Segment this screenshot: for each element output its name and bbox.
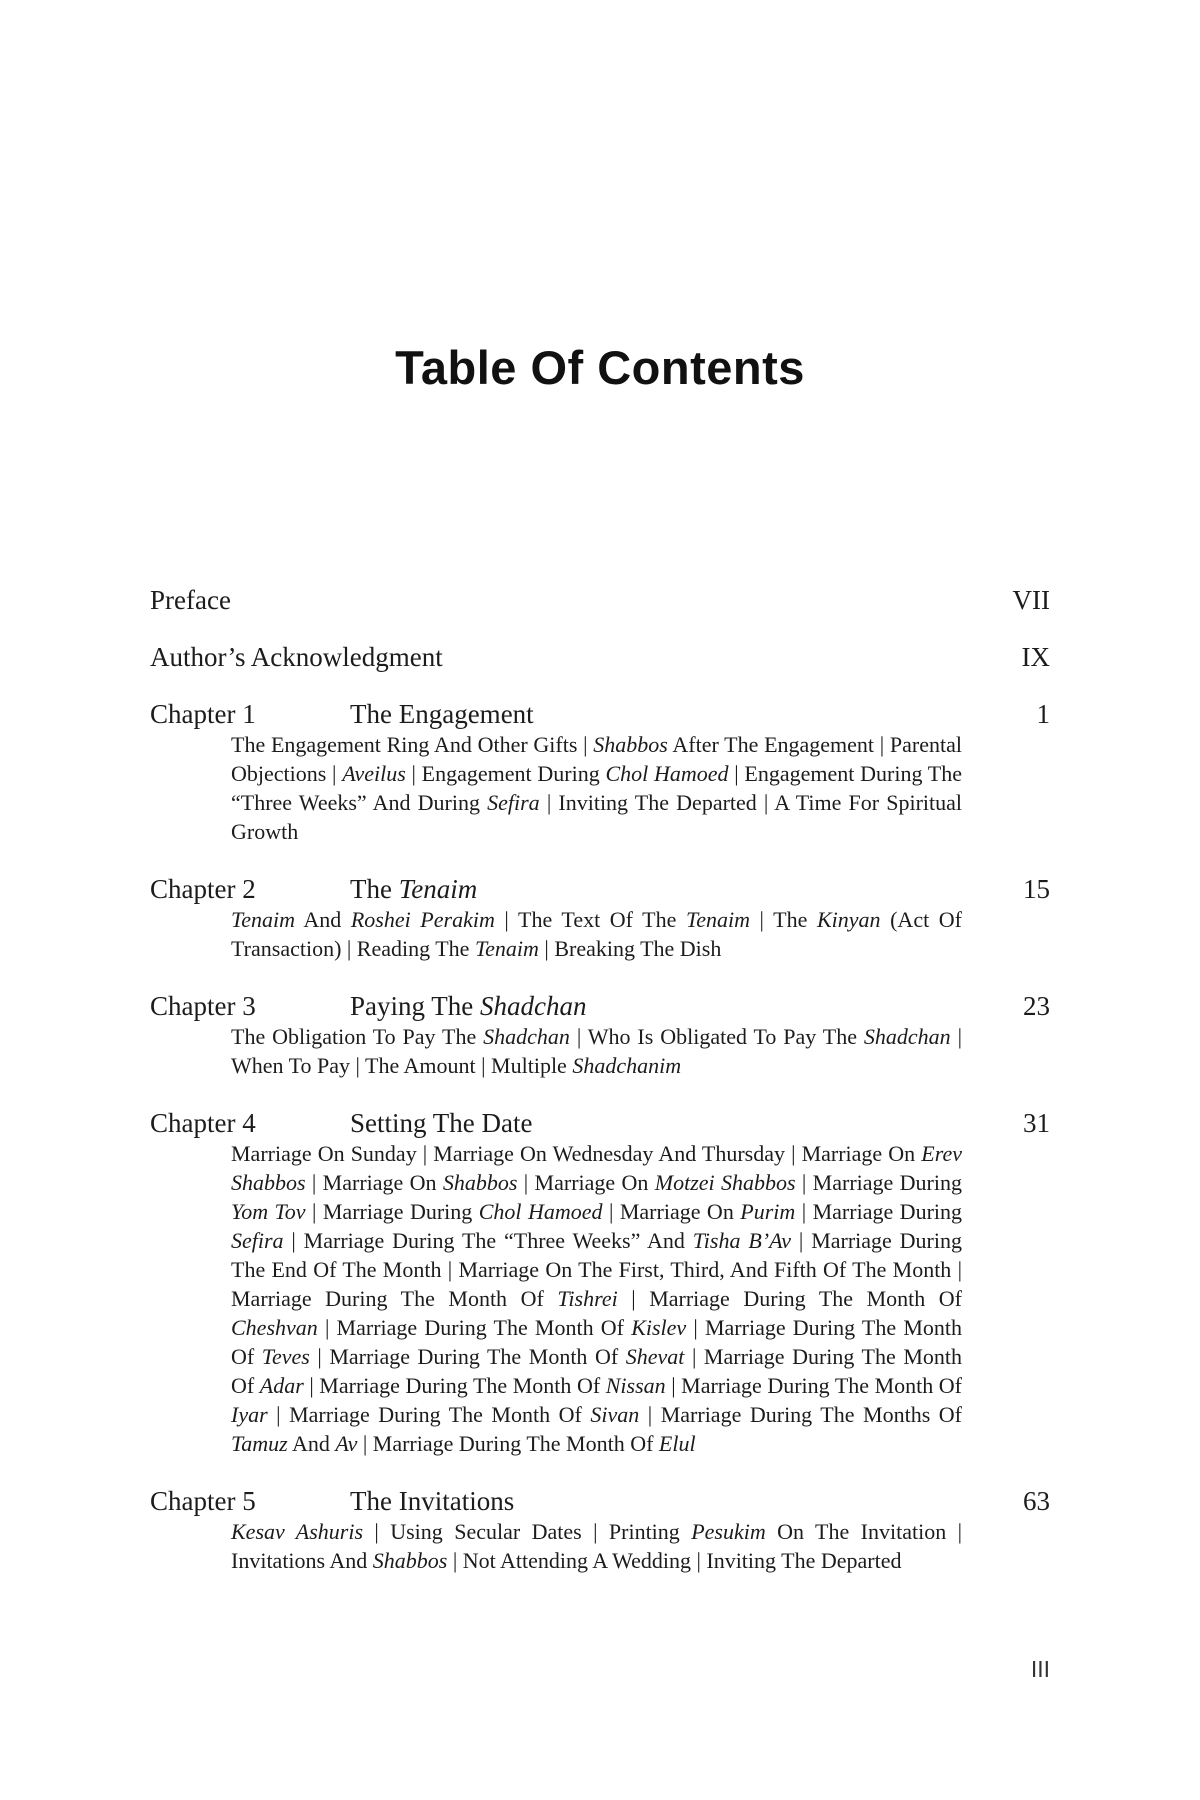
toc-chapter-2[interactable] (150, 872, 1050, 963)
chapter-topics: Tenaim And Roshei Perakim | The Text Of The Tenaim | The Kinyan (Act Of Transaction) | Reading The Tenaim | Breaking The Dish (231, 907, 962, 961)
italic-term: Tisha B’Av (692, 1228, 792, 1253)
italic-term: Tenaim (685, 907, 750, 932)
chapter-title: The Engagement (350, 699, 534, 729)
chapter-title: Paying The Shadchan (350, 991, 587, 1021)
chapter-number: Chapter 2 (150, 874, 256, 904)
italic-term: Kinyan (816, 907, 881, 932)
italic-term: Tamuz (231, 1431, 288, 1456)
italic-term: Purim (740, 1199, 796, 1224)
chapter-page: 15 (1023, 874, 1050, 904)
toc-entry-acknowledgment[interactable] (150, 640, 1050, 674)
chapter-page: 31 (1023, 1108, 1050, 1138)
italic-term: Shabbos (593, 732, 668, 757)
italic-term: Shadchan (483, 1024, 570, 1049)
italic-term: Sefira (487, 790, 540, 815)
toc-chapter-4[interactable] (150, 1106, 1050, 1458)
italic-term: Adar (259, 1373, 304, 1398)
italic-term: Nissan (605, 1373, 666, 1398)
italic-term: Sivan (590, 1402, 640, 1427)
italic-term: Pesukim (691, 1519, 766, 1544)
chapter-number: Chapter 4 (150, 1108, 256, 1138)
page-title: Table Of Contents (395, 341, 805, 394)
chapter-number: Chapter 1 (150, 699, 256, 729)
chapter-page: 63 (1023, 1486, 1050, 1516)
chapter-topics: The Engagement Ring And Other Gifts | Shabbos After The Engagement | Parental Objections | Aveilus | Engagement During Chol Hamoed | Engagement During The “Three Weeks” And During Sefira | Inviting The Departed | A Time For Spiritual Growth (231, 732, 963, 844)
toc-entry-preface[interactable] (150, 583, 1050, 617)
toc-entry-page: IX (1021, 642, 1050, 672)
italic-term: Erev Shabbos (231, 1141, 962, 1195)
italic-term: Shevat (625, 1344, 685, 1369)
italic-term: Chol Hamoed (605, 761, 729, 786)
toc-entry-label: Author’s Acknowledgment (150, 642, 443, 672)
italic-term: Cheshvan (231, 1315, 318, 1340)
italic-term: Shadchan (863, 1024, 951, 1049)
italic-term: Aveilus (342, 761, 406, 786)
italic-term: Tenaim (474, 936, 539, 961)
italic-term: Roshei Perakim (350, 907, 495, 932)
italic-term: Teves (261, 1344, 310, 1369)
chapter-title: The Tenaim (350, 874, 478, 904)
italic-term: Yom Tov (231, 1199, 306, 1224)
chapter-number: Chapter 3 (150, 991, 256, 1021)
italic-term: Shabbos (442, 1170, 518, 1195)
toc-entry-label: Preface (150, 585, 231, 615)
italic-term: Iyar (231, 1402, 268, 1427)
italic-term: Tishrei (557, 1286, 618, 1311)
italic-term: Kislev (631, 1315, 687, 1340)
italic-term: Shabbos (372, 1548, 448, 1573)
chapter-topics: Marriage On Sunday | Marriage On Wednesday And Thursday | Marriage On Erev Shabbos | Marriage On Shabbos | Marriage On Motzei Shabbos | Marriage During Yom Tov | Marriage During Chol Hamoed | Marriage On Purim | Marriage During Sefira | Marriage During The “Three Weeks” And Tisha B’Av | Marriage During The End Of The Month | Marriage On The First, Third, And Fifth Of The Month | Marriage During The Month Of Tishrei | Marriage During The Month Of Cheshvan | Marriage During The Month Of Kislev | Marriage During The Month Of Teves | Marriage During The Month Of Shevat | Marriage During The Month Of Adar | Marriage During The Month Of Nissan | Marriage During The Month Of Iyar | Marriage During The Month Of Sivan | Marriage During The Months Of Tamuz And Av | Marriage During The Month Of Elul (231, 1141, 963, 1456)
italic-term: Tenaim (231, 907, 295, 932)
toc-list (150, 583, 1050, 1601)
italic-term: Motzei Shabbos (654, 1170, 796, 1195)
chapter-page: 1 (1036, 699, 1050, 729)
italic-term: Av (335, 1431, 358, 1456)
chapter-topics: The Obligation To Pay The Shadchan | Who Is Obligated To Pay The Shadchan | When To Pay | The Amount | Multiple Shadchanim (231, 1024, 962, 1078)
toc-chapter-5[interactable] (150, 1484, 1050, 1575)
toc-entry-page: VII (1012, 585, 1050, 615)
italic-term: Elul (658, 1431, 696, 1456)
chapter-topics: Kesav Ashuris | Using Secular Dates | Printing Pesukim On The Invitation | Invitations And Shabbos | Not Attending A Wedding | Inviting The Departed (231, 1519, 963, 1573)
italic-term: Tenaim (398, 874, 478, 904)
italic-term: Shadchan (480, 991, 587, 1021)
chapter-number: Chapter 5 (150, 1486, 256, 1516)
italic-term: Chol Hamoed (478, 1199, 603, 1224)
chapter-title: The Invitations (350, 1486, 515, 1516)
page-number: III (1030, 1656, 1050, 1682)
italic-term: Sefira (231, 1228, 284, 1253)
chapter-title: Setting The Date (350, 1108, 533, 1138)
italic-term: Kesav Ashuris (231, 1519, 364, 1544)
italic-term: Shadchanim (572, 1053, 682, 1078)
toc-chapter-3[interactable] (150, 989, 1050, 1080)
toc-chapter-1[interactable] (150, 697, 1050, 846)
chapter-page: 23 (1023, 991, 1050, 1021)
